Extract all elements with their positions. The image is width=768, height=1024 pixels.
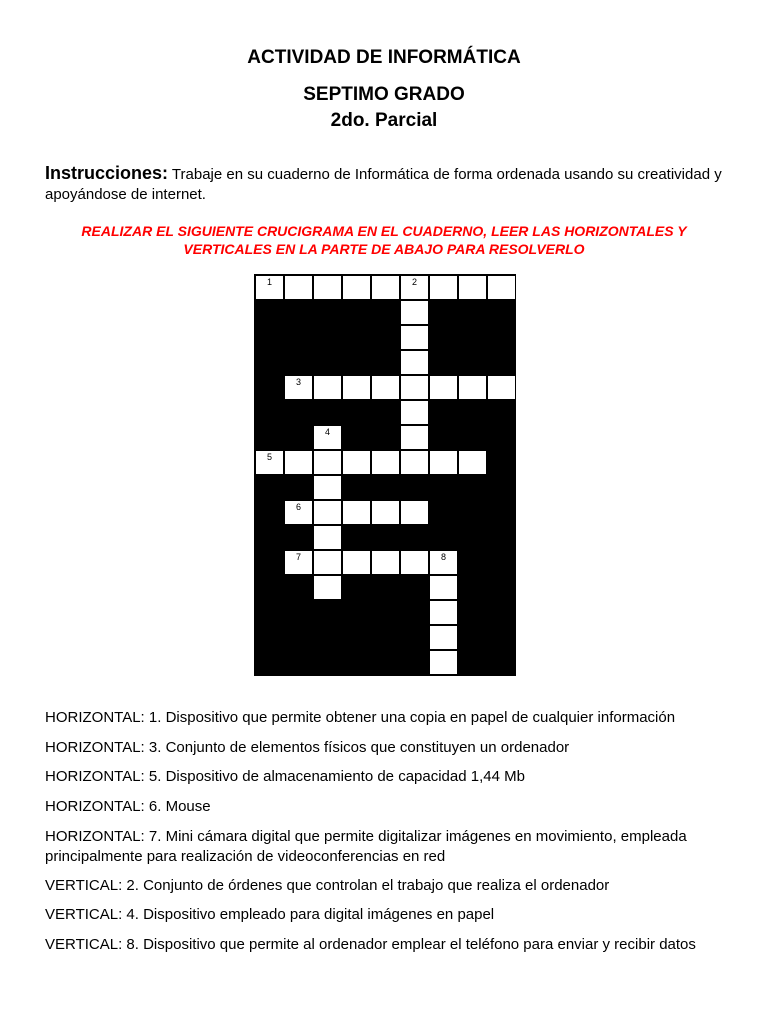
- crossword-cell: [429, 625, 458, 650]
- crossword-cell: [429, 650, 458, 675]
- crossword-cell: [458, 450, 487, 475]
- crossword-cell: [400, 425, 429, 450]
- crossword-cell: [284, 450, 313, 475]
- crossword-cell: [429, 600, 458, 625]
- clue-vertical-8: VERTICAL: 8. Dispositivo que permite al ordenador emplear el teléfono para enviar y recibir datos: [45, 936, 696, 953]
- clue-vertical-4: VERTICAL: 4. Dispositivo empleado para digital imágenes en papel: [45, 906, 495, 923]
- clue-number: 7: [296, 552, 302, 562]
- clue-horizontal-7: HORIZONTAL: 7. Mini cámara digital que permite digitalizar imágenes en movimiento, empleada principalmente para realización de videoconferencias en red: [45, 828, 687, 865]
- crossword-cell: [400, 350, 429, 375]
- crossword-cell: [400, 275, 429, 300]
- clue-number: 2: [412, 277, 418, 287]
- crossword-cell: [371, 500, 400, 525]
- crossword-cell: [429, 575, 458, 600]
- crossword-cell: [284, 550, 313, 575]
- instructions-paragraph: [45, 163, 735, 205]
- crossword-cell: [458, 375, 487, 400]
- crossword-cell: [400, 500, 429, 525]
- clue-number: 3: [296, 377, 302, 387]
- crossword-cell: [342, 450, 371, 475]
- crossword-cell: [371, 450, 400, 475]
- crossword-cell: [458, 275, 487, 300]
- crossword-grid: [254, 274, 516, 676]
- crossword-cell: [313, 275, 342, 300]
- crossword-cell: [429, 275, 458, 300]
- crossword-cell: [342, 275, 371, 300]
- crossword-cell: [429, 450, 458, 475]
- clue-number: 5: [267, 452, 273, 462]
- crossword-cell: [313, 475, 342, 500]
- clue-horizontal-5: HORIZONTAL: 5. Dispositivo de almacenamiento de capacidad 1,44 Mb: [45, 768, 525, 785]
- crossword-cell: [342, 375, 371, 400]
- clue-horizontal-6: HORIZONTAL: 6. Mouse: [45, 798, 211, 815]
- crossword-notice: [60, 222, 708, 258]
- crossword-cell: [400, 325, 429, 350]
- notice-line-1: REALIZAR EL SIGUIENTE CRUCIGRAMA EN EL CUADERNO, LEER LAS HORIZONTALES Y: [81, 223, 687, 239]
- crossword-cell: [487, 375, 516, 400]
- crossword-cell: [284, 375, 313, 400]
- crossword-cell: [400, 375, 429, 400]
- instructions-text: Trabaje en su cuaderno de Informática de forma ordenada usando su creatividad y apoyándose de internet.: [45, 166, 722, 203]
- clue-number: 1: [267, 277, 273, 287]
- page-title: ACTIVIDAD DE INFORMÁTICA: [247, 47, 521, 68]
- crossword-cell: [487, 275, 516, 300]
- crossword-cell: [400, 550, 429, 575]
- crossword-cell: [313, 375, 342, 400]
- crossword-cell: [371, 375, 400, 400]
- crossword-cell: [313, 500, 342, 525]
- crossword-cell: [429, 375, 458, 400]
- crossword-cell: [400, 450, 429, 475]
- clue-horizontal-3: HORIZONTAL: 3. Conjunto de elementos físicos que constituyen un ordenador: [45, 739, 570, 756]
- clue-vertical-2: VERTICAL: 2. Conjunto de órdenes que controlan el trabajo que realiza el ordenador: [45, 877, 610, 894]
- crossword-cell: [313, 425, 342, 450]
- grade-heading: SEPTIMO GRADO: [303, 84, 465, 105]
- crossword-cell: [313, 575, 342, 600]
- crossword-cell: [371, 275, 400, 300]
- crossword-cell: [313, 525, 342, 550]
- crossword-cell: [342, 550, 371, 575]
- crossword-cell: [313, 550, 342, 575]
- instructions-label: Instrucciones:: [45, 163, 169, 183]
- crossword-cell: [284, 275, 313, 300]
- clue-number: 6: [296, 502, 302, 512]
- crossword-cell: [255, 275, 284, 300]
- clue-number: 8: [441, 552, 447, 562]
- crossword-cell: [342, 500, 371, 525]
- crossword-cell: [400, 300, 429, 325]
- crossword-cell: [400, 400, 429, 425]
- crossword-cell: [284, 500, 313, 525]
- clue-horizontal-1: HORIZONTAL: 1. Dispositivo que permite obtener una copia en papel de cualquier información: [45, 709, 676, 726]
- crossword-cell: [255, 450, 284, 475]
- crossword-cell: [371, 550, 400, 575]
- notice-line-2: VERTICALES EN LA PARTE DE ABAJO PARA RESOLVERLO: [183, 241, 585, 257]
- crossword-cell: [429, 550, 458, 575]
- term-heading: 2do. Parcial: [330, 110, 438, 131]
- clue-number: 4: [325, 427, 331, 437]
- crossword-cell: [313, 450, 342, 475]
